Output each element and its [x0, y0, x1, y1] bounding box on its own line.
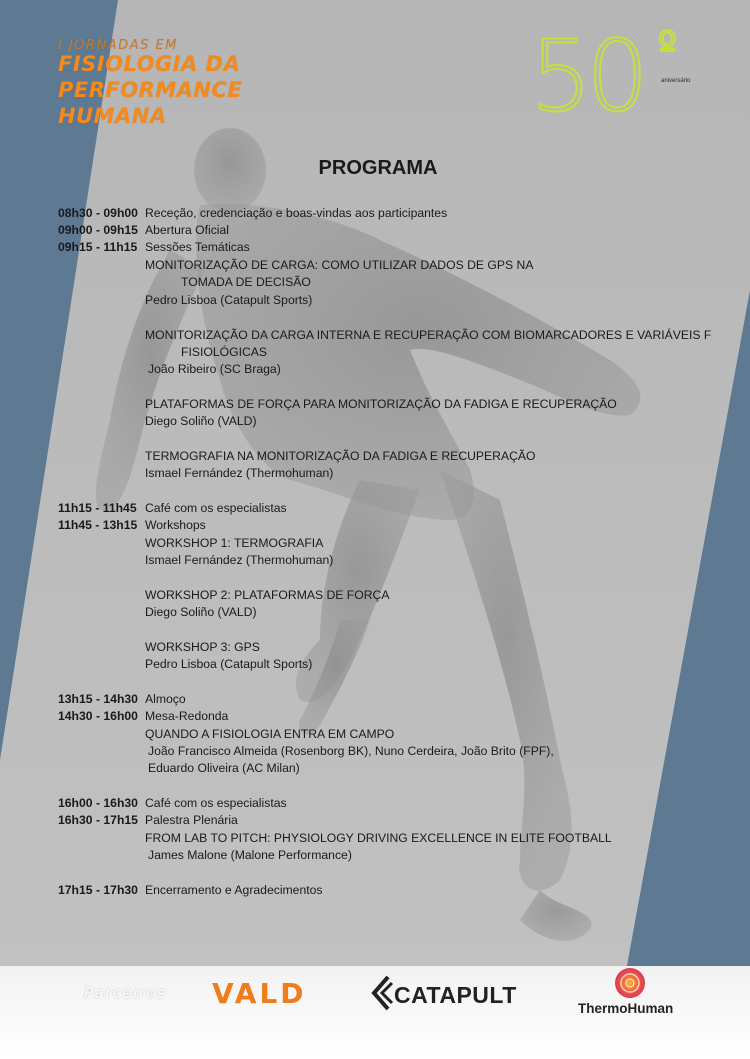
logo-line-performance: PERFORMANCE	[58, 78, 243, 102]
program-label: Receção, credenciação e boas-vindas aos participantes	[145, 206, 448, 220]
program-time: 14h30 - 16h00	[58, 709, 138, 723]
program-label: Encerramento e Agradecimentos	[145, 883, 323, 897]
program-time: 09h15 - 11h15	[58, 240, 138, 254]
logo-line-humana: HUMANA	[58, 104, 167, 128]
anniversary-logo	[530, 20, 700, 134]
session-title: MONITORIZAÇÃO DA CARGA INTERNA E RECUPERAÇÃO COM BIOMARCADORES E VARIÁVEIS F	[145, 328, 712, 342]
roundtable-speakers: João Francisco Almeida (Rosenborg BK), Nuno Cerdeira, João Brito (FPF),	[148, 744, 554, 758]
program-time: 13h15 - 14h30	[58, 692, 138, 706]
workshop-speaker: Pedro Lisboa (Catapult Sports)	[145, 657, 313, 671]
anniversary-number: 50	[530, 20, 643, 134]
page-title: PROGRAMA	[318, 157, 438, 179]
workshop-speaker: Ismael Fernández (Thermohuman)	[145, 553, 334, 567]
program-time: 08h30 - 09h00	[58, 206, 138, 220]
plenary-speaker: James Malone (Malone Performance)	[148, 848, 352, 862]
anniversary-ordinal: º	[658, 24, 677, 70]
session-title-cont: TOMADA DE DECISÃO	[181, 275, 311, 289]
vald-logo: VALD	[212, 977, 307, 1010]
thermohuman-circle-icon	[612, 966, 648, 1000]
program-label: Café com os especialistas	[145, 796, 287, 810]
program-label: Sessões Temáticas	[145, 240, 250, 254]
program-time: 11h15 - 11h45	[58, 501, 137, 515]
program-label: Workshops	[145, 518, 206, 532]
logo-line-fisiologia: FISIOLOGIA DA	[58, 52, 241, 76]
program-time: 16h00 - 16h30	[58, 796, 138, 810]
program-time: 09h00 - 09h15	[58, 223, 138, 237]
workshop-title: WORKSHOP 2: PLATAFORMAS DE FORÇA	[145, 588, 390, 602]
session-speaker: Ismael Fernández (Thermohuman)	[145, 466, 334, 480]
workshop-title: WORKSHOP 3: GPS	[145, 640, 260, 654]
roundtable-title: QUANDO A FISIOLOGIA ENTRA EM CAMPO	[145, 727, 395, 741]
session-title: TERMOGRAFIA NA MONITORIZAÇÃO DA FADIGA E RECUPERAÇÃO	[145, 449, 536, 463]
catapult-logo: CATAPULT	[394, 982, 517, 1008]
program-label: Palestra Plenária	[145, 813, 238, 827]
program-time: 16h30 - 17h15	[58, 813, 138, 827]
catapult-chevron-icon	[368, 975, 394, 1011]
program-label: Abertura Oficial	[145, 223, 229, 237]
session-title: PLATAFORMAS DE FORÇA PARA MONITORIZAÇÃO DA FADIGA E RECUPERAÇÃO	[145, 397, 617, 411]
session-speaker: João Ribeiro (SC Braga)	[148, 362, 281, 376]
program-label: Mesa-Redonda	[145, 709, 229, 723]
session-title: MONITORIZAÇÃO DE CARGA: COMO UTILIZAR DADOS DE GPS NA	[145, 258, 534, 272]
session-speaker: Diego Soliño (VALD)	[145, 414, 257, 428]
roundtable-speakers-cont: Eduardo Oliveira (AC Milan)	[148, 761, 300, 775]
program-label: Café com os especialistas	[145, 501, 287, 515]
thermohuman-logo: ThermoHuman	[578, 1001, 674, 1016]
logo-edition-line: I JORNADAS EM	[58, 38, 178, 53]
workshop-speaker: Diego Soliño (VALD)	[145, 605, 257, 619]
program-time: 17h15 - 17h30	[58, 883, 138, 897]
program-time: 11h45 - 13h15	[58, 518, 138, 532]
plenary-title: FROM LAB TO PITCH: PHYSIOLOGY DRIVING EXCELLENCE IN ELITE FOOTBALL	[145, 831, 612, 845]
partners-label: Parceiros	[84, 984, 167, 1002]
workshop-title: WORKSHOP 1: TERMOGRAFIA	[145, 536, 324, 550]
anniversary-word: aniversário	[661, 78, 691, 84]
session-speaker: Pedro Lisboa (Catapult Sports)	[145, 293, 313, 307]
program-label: Almoço	[145, 692, 186, 706]
session-title-cont: FISIOLÓGICAS	[181, 345, 268, 359]
